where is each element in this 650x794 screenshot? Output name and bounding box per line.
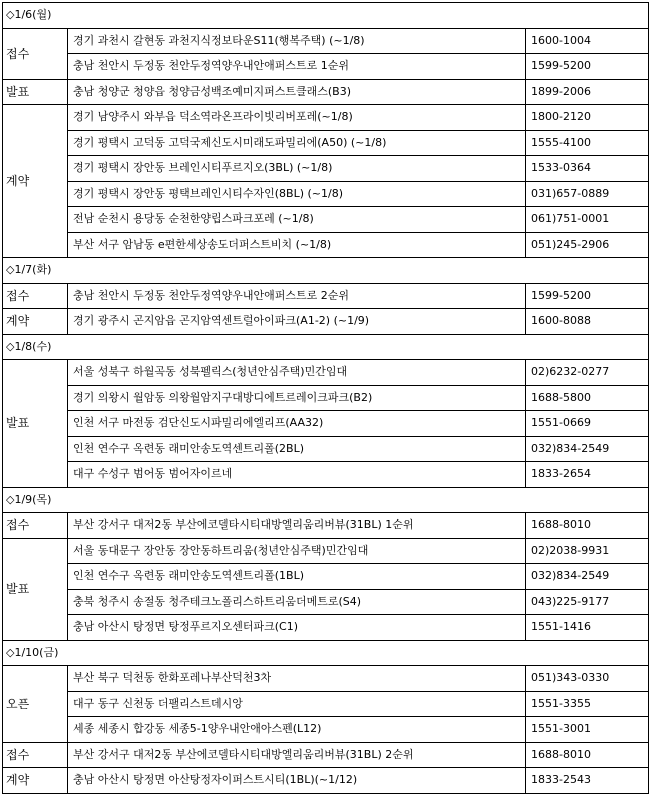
category-cell: 오픈 (3, 666, 68, 743)
category-cell: 발표 (3, 538, 68, 640)
category-cell: 발표 (3, 360, 68, 488)
category-cell: 계약 (3, 768, 68, 794)
listing-description: 부산 서구 암남동 e편한세상송도더퍼스트비치 (~1/8) (68, 232, 526, 258)
contact-phone: 1599-5200 (526, 54, 649, 80)
contact-phone: 031)657-0889 (526, 181, 649, 207)
listing-description: 서울 성북구 하월곡동 성북펠릭스(청년안심주택)민간임대 (68, 360, 526, 386)
listing-description: 부산 강서구 대저2동 부산에코델타시티대방엘리움리버뷰(31BL) 1순위 (68, 513, 526, 539)
listing-description: 인천 연수구 옥련동 래미안송도역센트리폴(1BL) (68, 564, 526, 590)
listing-description: 전남 순천시 용당동 순천한양립스파크포레 (~1/8) (68, 207, 526, 233)
listing-description: 대구 수성구 범어동 범어자이르네 (68, 462, 526, 488)
date-header-row (3, 3, 649, 29)
schedule-body (3, 3, 649, 794)
table-row (3, 309, 649, 335)
contact-phone: 1600-1004 (526, 28, 649, 54)
listing-description: 세종 세종시 합강동 세종5-1양우내안애아스펜(L12) (68, 717, 526, 743)
contact-phone: 1800-2120 (526, 105, 649, 131)
date-header: ◇1/6(월) (3, 3, 649, 29)
table-row (3, 411, 649, 437)
schedule-table (2, 2, 649, 794)
contact-phone: 061)751-0001 (526, 207, 649, 233)
contact-phone: 051)245-2906 (526, 232, 649, 258)
contact-phone: 1833-2654 (526, 462, 649, 488)
table-row (3, 54, 649, 80)
table-row (3, 28, 649, 54)
table-row (3, 742, 649, 768)
date-header-row (3, 487, 649, 513)
date-header: ◇1/10(금) (3, 640, 649, 666)
date-header: ◇1/8(수) (3, 334, 649, 360)
table-row (3, 462, 649, 488)
category-cell: 접수 (3, 283, 68, 309)
table-row (3, 130, 649, 156)
category-cell: 접수 (3, 513, 68, 539)
listing-description: 인천 연수구 옥련동 래미안송도역센트리폴(2BL) (68, 436, 526, 462)
table-row (3, 156, 649, 182)
table-row (3, 232, 649, 258)
contact-phone: 1688-8010 (526, 513, 649, 539)
contact-phone: 02)2038-9931 (526, 538, 649, 564)
contact-phone: 043)225-9177 (526, 589, 649, 615)
table-row (3, 564, 649, 590)
category-cell: 접수 (3, 742, 68, 768)
table-row (3, 360, 649, 386)
table-row (3, 105, 649, 131)
listing-description: 충남 천안시 두정동 천안두정역양우내안애퍼스트로 1순위 (68, 54, 526, 80)
table-row (3, 207, 649, 233)
listing-description: 경기 평택시 장안동 평택브레인시티수자인(8BL) (~1/8) (68, 181, 526, 207)
table-row (3, 666, 649, 692)
contact-phone: 1833-2543 (526, 768, 649, 794)
table-row (3, 691, 649, 717)
contact-phone: 1551-1416 (526, 615, 649, 641)
listing-description: 경기 과천시 갈현동 과천지식정보타운S11(행복주택) (~1/8) (68, 28, 526, 54)
table-row (3, 181, 649, 207)
listing-description: 충북 청주시 송절동 청주테크노폴리스하트리움더메트로(S4) (68, 589, 526, 615)
contact-phone: 1555-4100 (526, 130, 649, 156)
listing-description: 부산 북구 덕천동 한화포레나부산덕천3차 (68, 666, 526, 692)
contact-phone: 1899-2006 (526, 79, 649, 105)
table-row (3, 79, 649, 105)
listing-description: 부산 강서구 대저2동 부산에코델타시티대방엘리움리버뷰(31BL) 2순위 (68, 742, 526, 768)
table-row (3, 768, 649, 794)
date-header: ◇1/9(목) (3, 487, 649, 513)
table-row (3, 589, 649, 615)
contact-phone: 032)834-2549 (526, 564, 649, 590)
table-row (3, 615, 649, 641)
category-cell: 발표 (3, 79, 68, 105)
listing-description: 경기 남양주시 와부읍 덕소역라온프라이빗리버포레(~1/8) (68, 105, 526, 131)
listing-description: 충남 천안시 두정동 천안두정역양우내안애퍼스트로 2순위 (68, 283, 526, 309)
contact-phone: 032)834-2549 (526, 436, 649, 462)
contact-phone: 02)6232-0277 (526, 360, 649, 386)
table-row (3, 513, 649, 539)
listing-description: 경기 평택시 고덕동 고덕국제신도시미래도파밀리에(A50) (~1/8) (68, 130, 526, 156)
listing-description: 인천 서구 마전동 검단신도시파밀리에엘리프(AA32) (68, 411, 526, 437)
table-row (3, 283, 649, 309)
date-header: ◇1/7(화) (3, 258, 649, 284)
contact-phone: 1551-3001 (526, 717, 649, 743)
category-cell: 계약 (3, 105, 68, 258)
listing-description: 경기 광주시 곤지암읍 곤지암역센트럴아이파크(A1-2) (~1/9) (68, 309, 526, 335)
date-header-row (3, 258, 649, 284)
listing-description: 대구 동구 신천동 더팰리스트데시앙 (68, 691, 526, 717)
category-cell: 계약 (3, 309, 68, 335)
contact-phone: 1688-8010 (526, 742, 649, 768)
table-row (3, 436, 649, 462)
listing-description: 경기 평택시 장안동 브레인시티푸르지오(3BL) (~1/8) (68, 156, 526, 182)
contact-phone: 1533-0364 (526, 156, 649, 182)
listing-description: 경기 의왕시 월암동 의왕월암지구대방디에트르레이크파크(B2) (68, 385, 526, 411)
table-row (3, 538, 649, 564)
contact-phone: 1551-3355 (526, 691, 649, 717)
listing-description: 서울 동대문구 장안동 장안동하트리움(청년안심주택)민간임대 (68, 538, 526, 564)
table-row (3, 717, 649, 743)
contact-phone: 1688-5800 (526, 385, 649, 411)
date-header-row (3, 640, 649, 666)
listing-description: 충남 아산시 탕정면 탕정푸르지오센터파크(C1) (68, 615, 526, 641)
table-row (3, 385, 649, 411)
listing-description: 충남 청양군 청양읍 청양금성백조예미지퍼스트클래스(B3) (68, 79, 526, 105)
date-header-row (3, 334, 649, 360)
listing-description: 충남 아산시 탕정면 아산탕정자이퍼스트시티(1BL)(~1/12) (68, 768, 526, 794)
contact-phone: 1600-8088 (526, 309, 649, 335)
contact-phone: 1599-5200 (526, 283, 649, 309)
contact-phone: 1551-0669 (526, 411, 649, 437)
category-cell: 접수 (3, 28, 68, 79)
contact-phone: 051)343-0330 (526, 666, 649, 692)
